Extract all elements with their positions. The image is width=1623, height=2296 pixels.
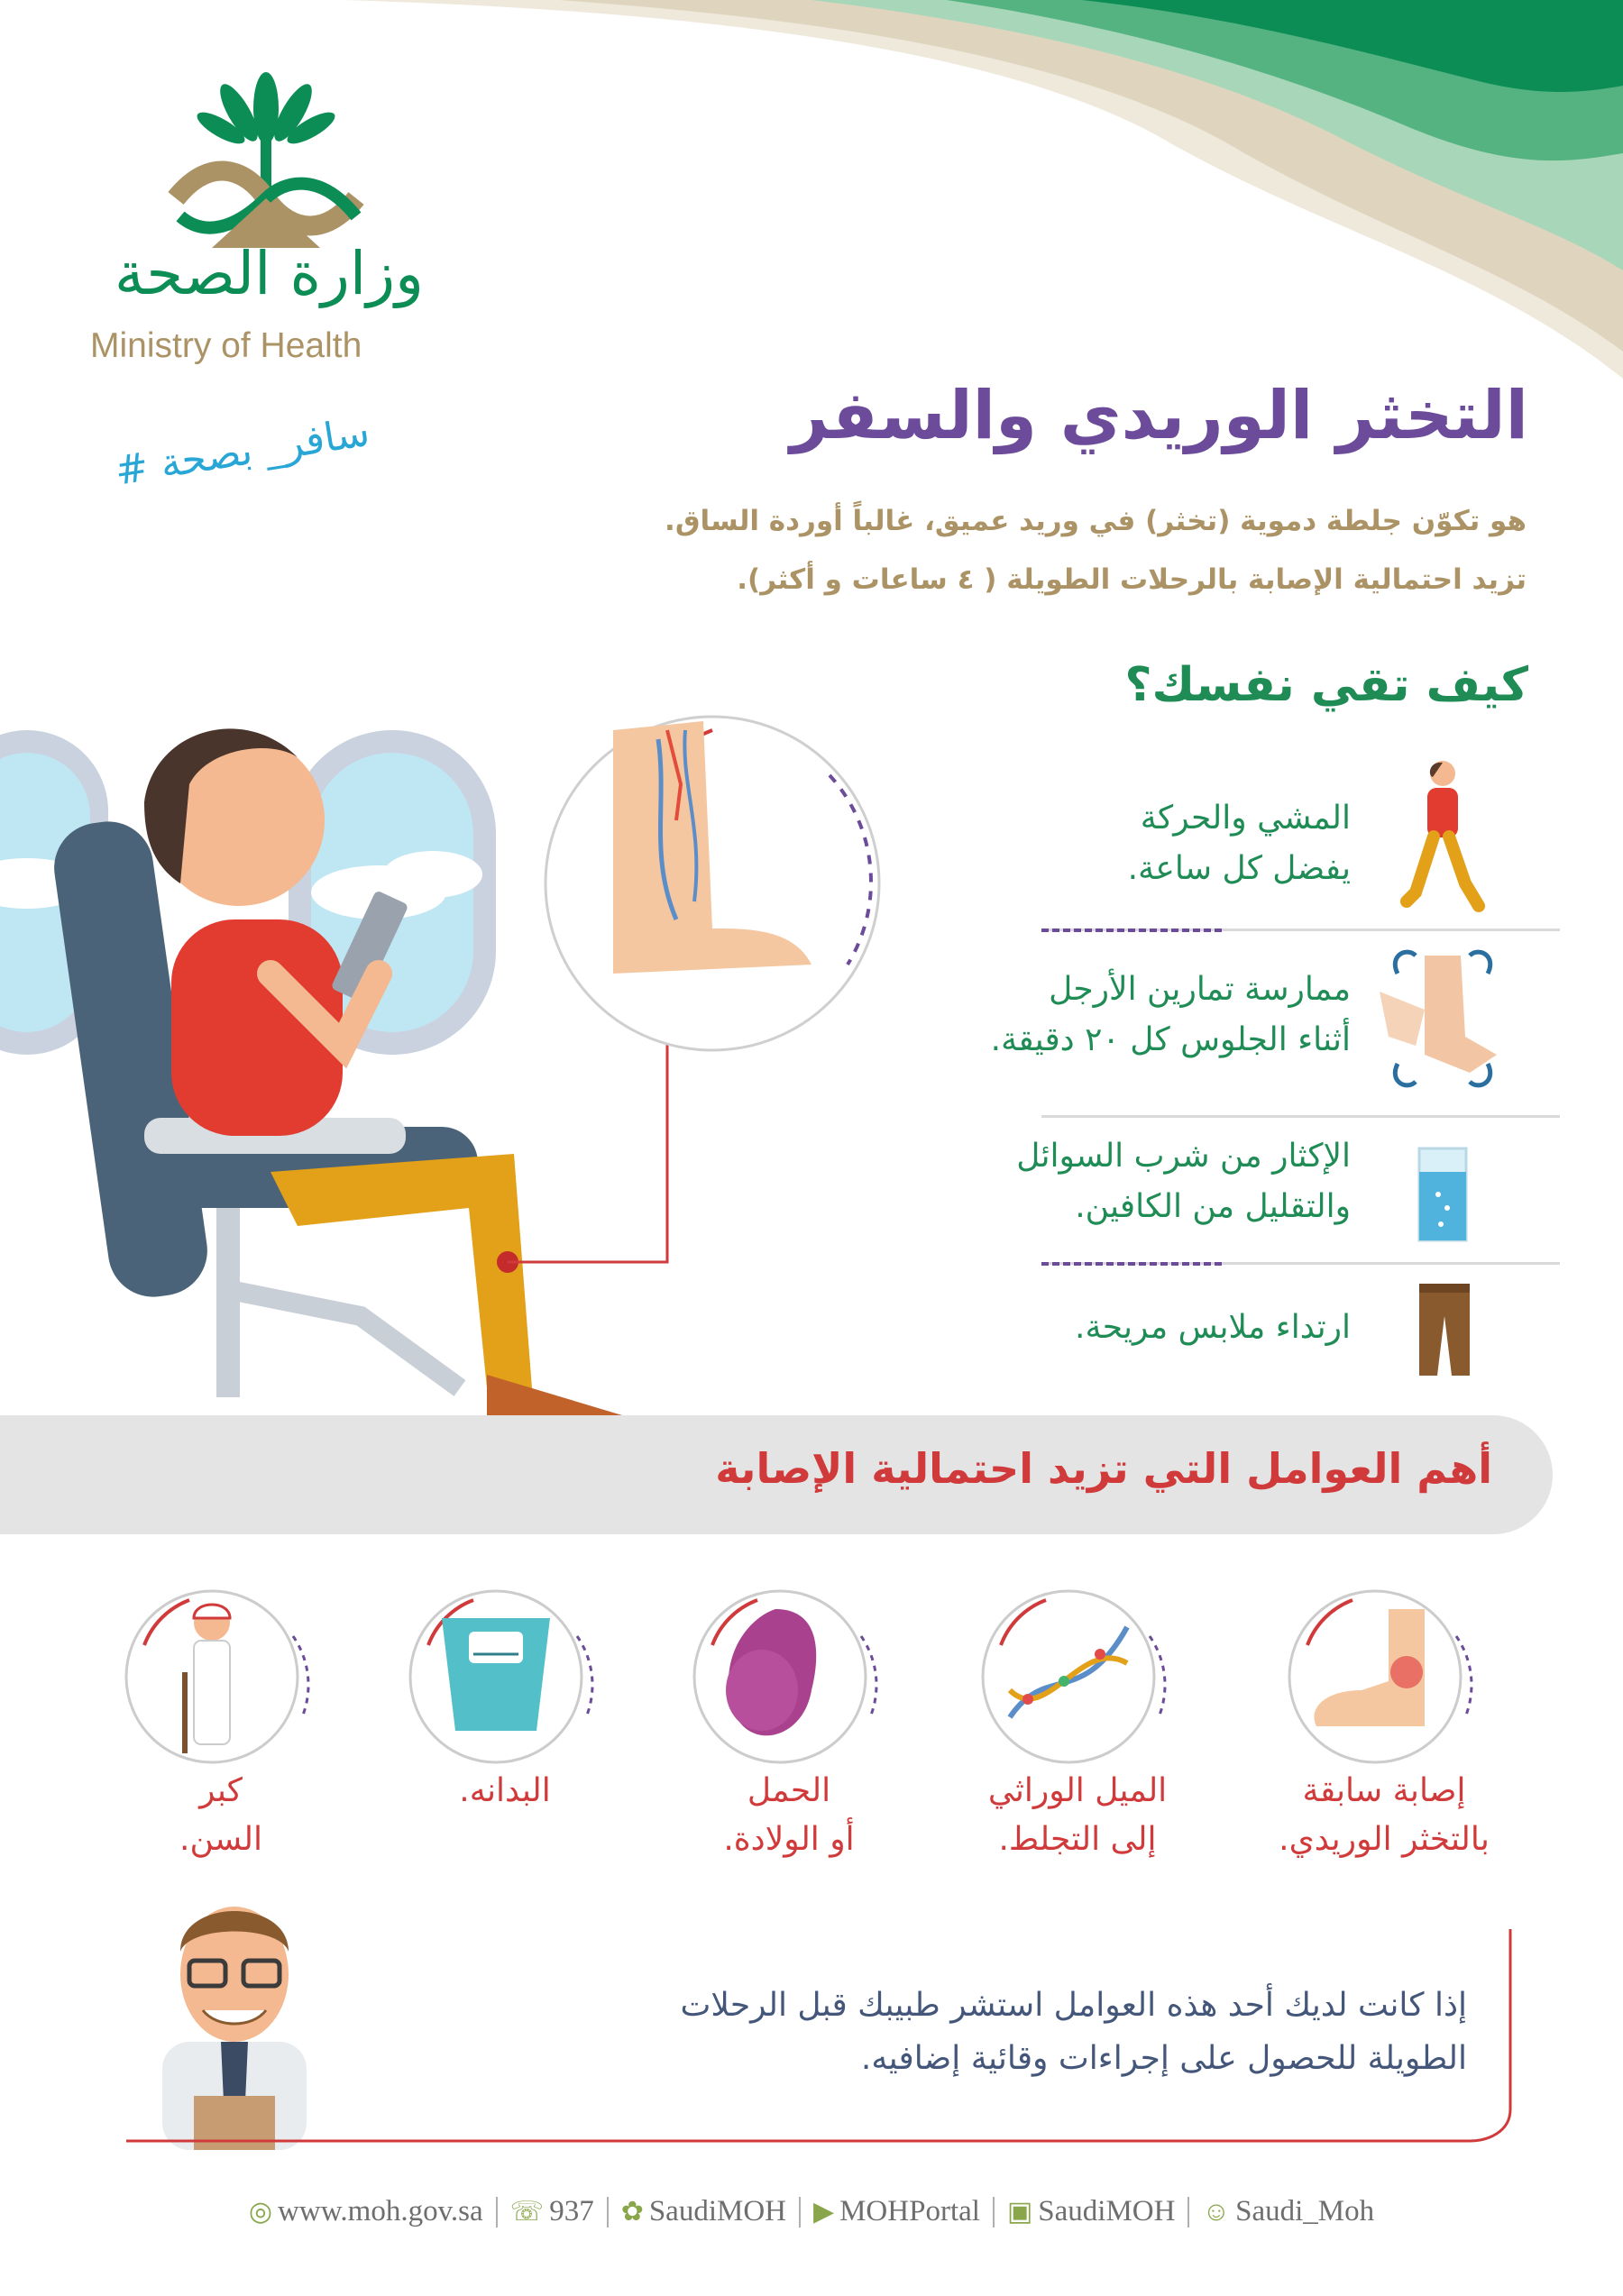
intro-line-1: هو تكوّن جلطة دموية (تخثر) في وريد عميق، غالباً أوردة الساق. xyxy=(665,505,1527,537)
advice-text xyxy=(681,1979,1468,2086)
phone-icon: ☏ xyxy=(509,2197,545,2227)
tip-2-line-1: ممارسة تمارين الأرجل xyxy=(1049,971,1351,1008)
facebook-icon: ▣ xyxy=(1006,2197,1033,2227)
tip-3 xyxy=(1016,1131,1351,1232)
factor-3-label xyxy=(681,1767,897,1864)
factor-5-line-2: السن. xyxy=(179,1821,262,1858)
walking-person-icon xyxy=(1393,757,1492,919)
footer-contacts xyxy=(0,2195,1623,2228)
injured-foot-icon xyxy=(1280,1582,1488,1771)
footer-youtube-text: MOHPortal xyxy=(839,2195,980,2227)
pregnant-woman-icon xyxy=(685,1582,893,1771)
tip-divider-2 xyxy=(1041,1115,1560,1118)
leg-veins-zoom xyxy=(523,694,902,1073)
tip-3-line-1: الإكثار من شرب السوائل xyxy=(1016,1138,1351,1175)
factor-4-label xyxy=(397,1767,613,1816)
footer-separator xyxy=(1187,2197,1189,2227)
footer-website[interactable] xyxy=(242,2195,491,2228)
tip-divider-dash-3 xyxy=(1041,1262,1222,1266)
factor-5-label xyxy=(113,1767,329,1864)
risk-factors-title: أهم العوامل التي تزيد احتمالية الإصابة xyxy=(715,1444,1492,1493)
tip-1 xyxy=(1128,793,1351,894)
factor-2-line-2: إلى التجلط. xyxy=(998,1821,1157,1858)
elderly-man-icon xyxy=(117,1582,325,1771)
footer-youtube[interactable] xyxy=(806,2195,987,2228)
factor-3-line-2: أو الولادة. xyxy=(723,1821,855,1858)
moh-palm-logo xyxy=(131,72,401,252)
dna-icon xyxy=(974,1582,1181,1771)
tip-2-line-2: أثناء الجلوس كل ٢٠ دقيقة. xyxy=(990,1020,1351,1058)
tip-divider-dash-1 xyxy=(1041,928,1222,932)
page-title: التخثر الوريدي والسفر xyxy=(790,377,1528,454)
logo-arabic: وزارة الصحة xyxy=(114,239,424,308)
footer-snapchat[interactable] xyxy=(1195,2195,1381,2228)
youtube-icon: ▶ xyxy=(813,2197,835,2227)
advice-line-1: إذا كانت لديك أحد هذه العوامل استشر طبيبك قبل الرحلات xyxy=(680,1987,1467,2024)
footer-separator xyxy=(993,2197,995,2227)
factor-4-line-1: البدانه. xyxy=(459,1772,551,1809)
advice-line-2: الطويلة للحصول على إجراءات وقائية إضافيه. xyxy=(860,2040,1467,2078)
footer-facebook[interactable] xyxy=(1000,2195,1183,2228)
foot-exercise-icon xyxy=(1362,938,1524,1100)
factor-1-line-1: إصابة سابقة xyxy=(1302,1772,1466,1809)
footer-website-text: www.moh.gov.sa xyxy=(278,2195,483,2227)
tip-1-line-1: المشي والحركة xyxy=(1140,800,1351,837)
globe-icon: ◎ xyxy=(248,2197,273,2227)
tip-2 xyxy=(991,965,1351,1066)
factor-1-label xyxy=(1276,1767,1492,1864)
footer-separator xyxy=(496,2197,498,2227)
factor-2-line-1: الميل الوراثي xyxy=(987,1772,1168,1809)
water-glass-icon xyxy=(1416,1145,1470,1244)
weight-scale-icon xyxy=(401,1582,609,1771)
footer-phone[interactable] xyxy=(503,2195,601,2228)
footer-separator xyxy=(607,2197,609,2227)
moh-logo xyxy=(81,72,442,379)
twitter-icon: ✿ xyxy=(620,2197,644,2227)
footer-twitter-text: SaudiMOH xyxy=(648,2195,787,2227)
tip-3-line-2: والتقليل من الكافين. xyxy=(1075,1187,1351,1225)
factor-2-label xyxy=(969,1767,1186,1864)
tip-4-line-1: ارتداء ملابس مريحة. xyxy=(1075,1309,1351,1346)
footer-snapchat-text: Saudi_Moh xyxy=(1235,2195,1375,2227)
tip-1-line-2: يفضل كل ساعة. xyxy=(1127,849,1351,887)
snapchat-icon: ☺ xyxy=(1202,2196,1231,2227)
trousers-icon xyxy=(1416,1280,1473,1379)
footer-twitter[interactable] xyxy=(614,2195,793,2228)
footer-separator xyxy=(799,2197,801,2227)
logo-english: Ministry of Health xyxy=(90,326,362,365)
factor-3-line-1: الحمل xyxy=(747,1772,831,1809)
footer-phone-text: 937 xyxy=(549,2195,594,2227)
intro-line-2: تزيد احتمالية الإصابة بالرحلات الطويلة ( ٤ ساعات و أكثر). xyxy=(737,563,1527,596)
factor-1-line-2: بالتخثر الوريدي. xyxy=(1279,1821,1490,1858)
tip-4 xyxy=(1075,1303,1351,1353)
prevention-title: كيف تقي نفسك؟ xyxy=(1124,658,1528,712)
factor-5-line-1: كبر xyxy=(199,1772,243,1809)
footer-facebook-text: SaudiMOH xyxy=(1038,2195,1176,2227)
hashtag: # سافر_ بصحة xyxy=(112,408,373,495)
